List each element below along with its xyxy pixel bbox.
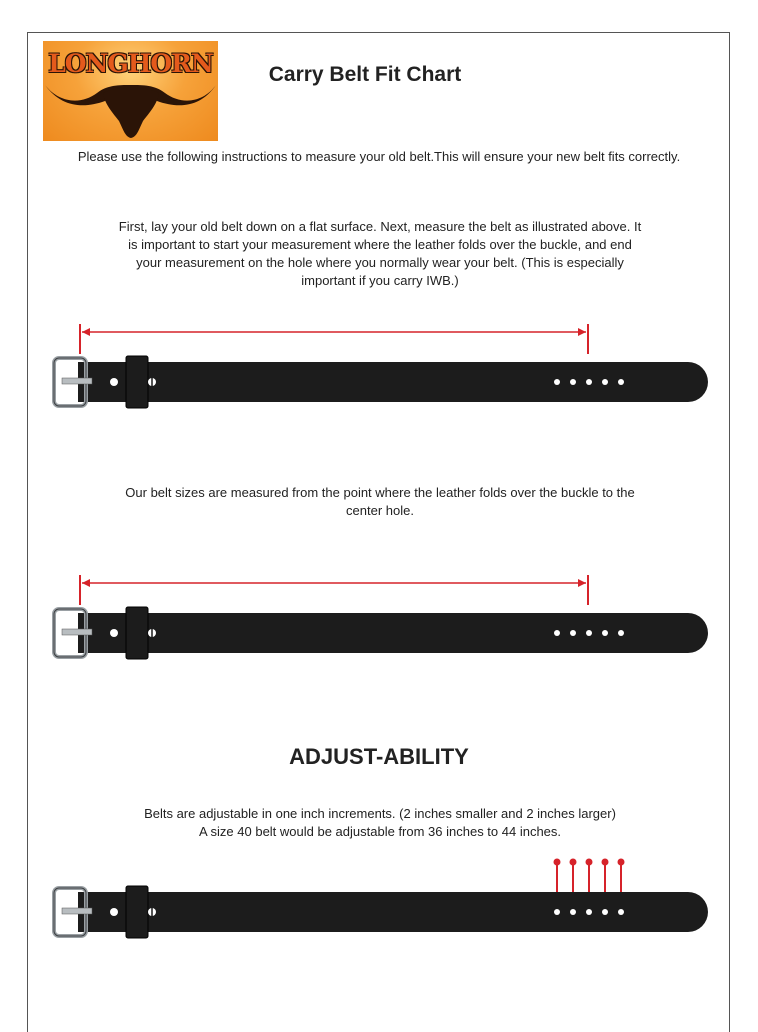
sizing-note-text: [60, 484, 700, 520]
belt-diagram-measurement-1: [50, 320, 710, 410]
intro-text: Please use the following instructions to measure your old belt.This will ensure your new belt fits correctly.: [77, 149, 681, 164]
measurement-arrow: [80, 324, 588, 354]
belt-illustration: [54, 886, 708, 938]
belt-diagram-adjustment: [50, 850, 710, 940]
instructions-line: important if you carry IWB.): [301, 273, 459, 288]
belt-diagram-measurement-2: [50, 571, 710, 661]
sizing-note-line: Our belt sizes are measured from the point where the leather folds over the buckle to the: [125, 485, 635, 500]
instructions-line: your measurement on the hole where you normally wear your belt. (This is especially: [136, 255, 624, 270]
adjust-ability-heading: ADJUST-ABILITY: [289, 744, 469, 769]
logo-wordmark: LONGHORN: [48, 49, 213, 78]
page-title: Carry Belt Fit Chart: [268, 63, 462, 86]
instructions-text: [60, 218, 700, 290]
adjust-text-line: A size 40 belt would be adjustable from 36 inches to 44 inches.: [198, 824, 562, 839]
longhorn-logo: [43, 41, 218, 141]
belt-illustration: [54, 356, 708, 408]
instructions-line: is important to start your measurement where the leather folds over the buckle, and end: [128, 237, 632, 252]
adjust-text-line: Belts are adjustable in one inch increments. (2 inches smaller and 2 inches larger): [144, 806, 616, 821]
adjust-text: [60, 805, 700, 841]
measurement-arrow: [80, 575, 588, 605]
instructions-line: First, lay your old belt down on a flat surface. Next, measure the belt as illustrated above. It: [118, 219, 642, 234]
sizing-note-line: center hole.: [346, 503, 414, 518]
belt-illustration: [54, 607, 708, 659]
